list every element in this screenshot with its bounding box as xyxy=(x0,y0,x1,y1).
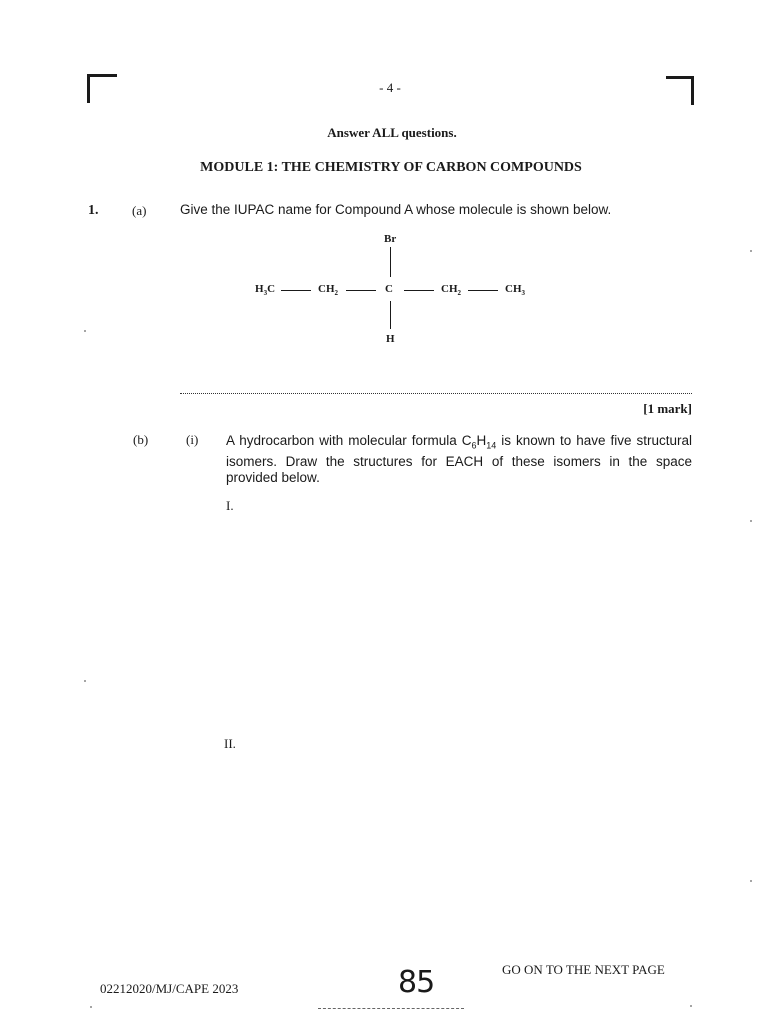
part-b-label: (b) xyxy=(133,432,149,447)
molecule-h3c: $H_3C$ xyxy=(255,283,276,298)
bond-c-h xyxy=(390,301,391,329)
molecule-ch3: $CH_3$ xyxy=(505,283,525,298)
bond-3 xyxy=(404,290,434,291)
scan-speck xyxy=(84,680,86,682)
part-b-question: A hydrocarbon with molecular formula $C_6H_{14}$ is known to have five structural isomers. Draw the structures for EACH of these isomers in the space provided below. xyxy=(226,433,692,485)
bond-4 xyxy=(468,290,498,291)
scan-speck xyxy=(750,520,752,522)
scan-speck xyxy=(750,250,752,252)
question-number: 1. xyxy=(88,203,99,218)
bond-c-br xyxy=(390,247,391,277)
scan-speck xyxy=(750,880,752,882)
molecule-ch2-right: $CH_2$ xyxy=(441,283,461,298)
answer-line[interactable] xyxy=(180,393,692,394)
scan-speck xyxy=(84,330,86,332)
molecule-br: Br xyxy=(384,233,397,245)
isomer-drawing-space-i[interactable] xyxy=(226,515,692,730)
bond-1 xyxy=(281,290,311,291)
bond-2 xyxy=(346,290,376,291)
isomer-drawing-space-ii[interactable] xyxy=(226,754,692,944)
scan-speck xyxy=(90,1006,92,1008)
scan-speck xyxy=(690,1005,692,1007)
footer-dashed-line xyxy=(318,1008,464,1009)
instruction-heading: Answer ALL questions. xyxy=(327,125,457,140)
molecule-c: C xyxy=(385,283,393,295)
go-on-text: GO ON TO THE NEXT PAGE xyxy=(502,962,665,977)
part-a-mark: [1 mark] xyxy=(643,401,692,416)
handwritten-score: 85 xyxy=(398,965,435,1000)
molecule-ch2-left: $CH_2$ xyxy=(318,283,338,298)
isomer-label-i: I. xyxy=(226,498,234,513)
isomer-label-ii: II. xyxy=(224,736,236,751)
part-a-question: Give the IUPAC name for Compound A whose molecule is shown below. xyxy=(180,202,612,217)
paper-code: 02212020/MJ/CAPE 2023 xyxy=(100,981,239,996)
part-a-label: (a) xyxy=(132,203,147,218)
module-title: MODULE 1: THE CHEMISTRY OF CARBON COMPOUNDS xyxy=(200,160,582,175)
part-b-i-label: (i) xyxy=(186,432,199,447)
page-number: - 4 - xyxy=(379,80,401,95)
molecule-h: H xyxy=(386,333,395,345)
